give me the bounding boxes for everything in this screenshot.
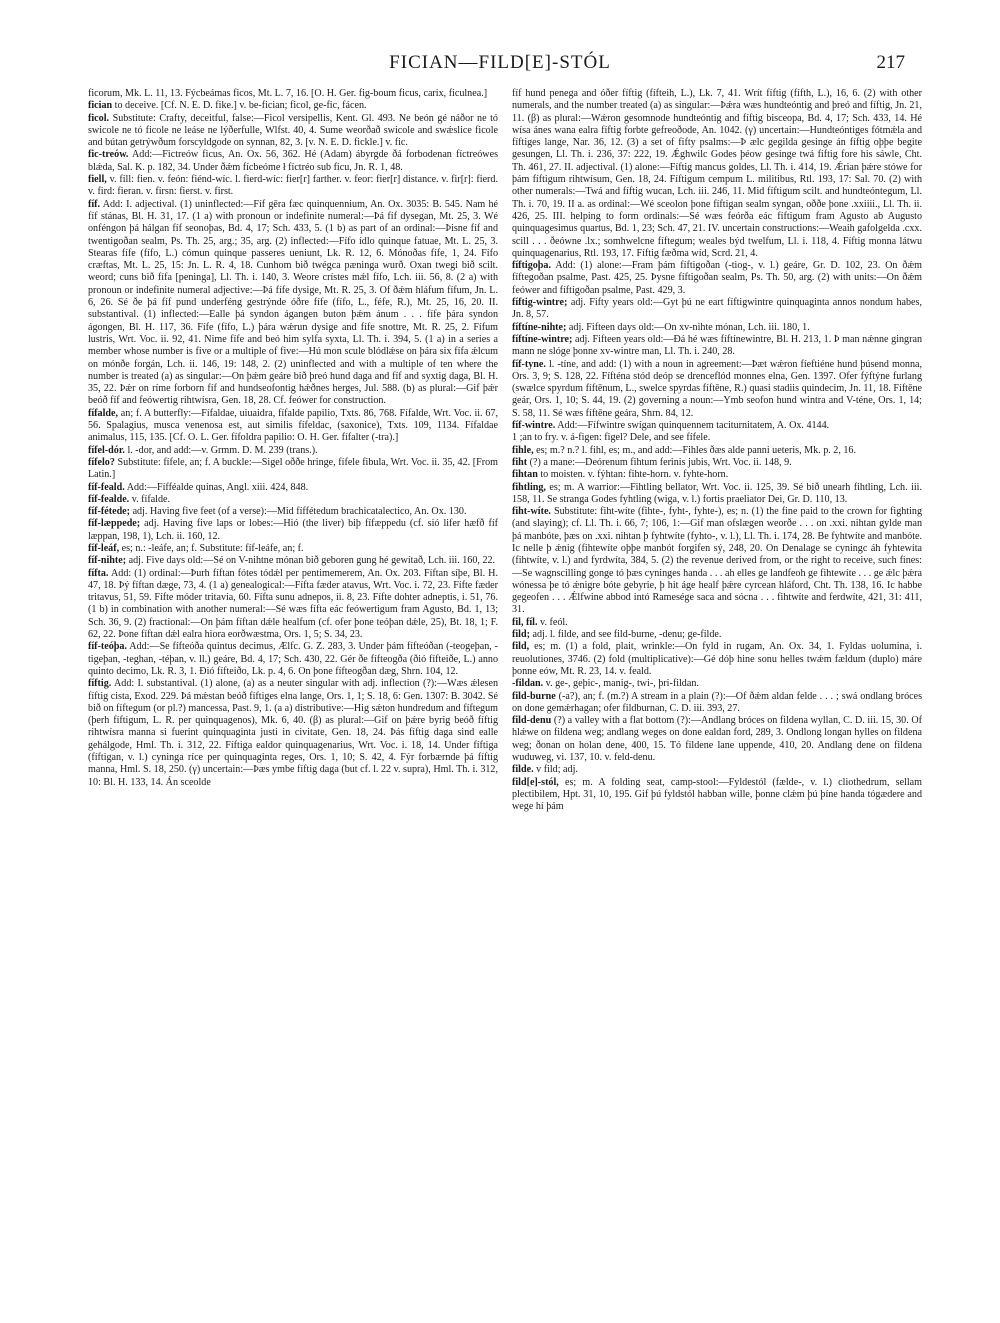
dictionary-entry	[88, 678, 498, 789]
entry-text: v. fífalde.	[131, 493, 171, 505]
entry-text: l. -tíne, and add: (1) with a noun in agreement:—Þæt wǽron fíeftiéne hund þúsend monna, Ors. 3, 9; S. 128, 22. Fífténa stód deóp se drenceflód monnes elna, Gen. 1397. Ofer fýftýne furlang (swælce spyrdum fíftēnum, L., swelce spyrdas fíftēne, R.) quasi stadiis quindecim, Jn. 11, 18. Fíftēne geár, Ors. 1, 10; S. 44, 19. (2) governing a noun:—Ymb seofon hund wintra and V-téne, Ors. 1, 14; S. 58, 11. Sé wæs fíftēne geára, Shrn. 84, 12.	[512, 358, 922, 419]
dictionary-entry	[512, 445, 922, 457]
dictionary-entry	[88, 199, 498, 408]
entry-headword: fífta.	[88, 567, 109, 579]
dictionary-entry	[88, 100, 498, 112]
entry-text: Add: I. substantival. (1) alone, (a) as a neuter singular with adj. inflection (?):—Wæs ǽlesen fíftig cista, Exod. 229. Þá mǽstan beóð fíftiges elna lange, Ors. 1, 1; S. 18, 6: Gen. 1307: B. 3042. Sé bið on fíftegum (or pl.?) mancessa, Past. 9, 1. (a a) distributive:—Hig sǽton hundredum and fíftegum (þerh fíftigum, L. R. per quinquagenos), Mk. 6, 40. (β) as plural:—Gif on þǽre byrig beóð fíftig rihtwísra manna si fuerint quinquaginta justi in civitate, Gen. 18, 24. Þás fíftig daga sind ealle gehálgode, Hml. Th. i. 312, 22. Fíftiga ealdor quinquagenarius, Wrt. Voc. i. 18, 14. Under fíftiga (fíftigan, v. l.) cyninga ríce per quinquaginta reges, Ors. 1, 10; S. 42, 4. Fýr forbærnde þá fíftig manna, Hml. S. 18, 250. (γ) uncertain:—Þæs ymbe fíftig daga (but cf. l. 22 v. supra), Hml. Th. i. 312, 10: Bl. H. 133, 14. Án sceolde	[88, 678, 498, 788]
entry-text: Add: I. adjectival. (1) uninflected:—Fíf gēra fæc quinquennium, An. Ox. 3035: B. 545. Nam hé fíf stánas, Bl. H. 31, 17. (1 a) with pronoun or indefinite numeral:—Þá fíf dysegan, Mt. 25, 3. Wé onféngon þá hálgan fíf seonoþas, Bd. 4, 17; Sch. 433, 5. (1 b) as part of an ordinal:—Þisne fíf and twentigoðan sealm, Ps. Th. 25, arg.; 35, arg. (2) inflected:—Fífo ídlo quinque fatuae, Mt. L. 25, 3. Stearas fífe (fífo, L.) cómun quinque passeres ueniunt, Lk. R. 12, 6. Mónoðas fífe, 1, 24. Fífo cræftas, Mt. L. 25, 15: Jn. L. R. 4, 18. Cunhom bið twégca pæninga wurð. Oxan twegi bið scilt. weord; cuns bið fífa [peninga], Ll. Th. i. 140, 3. Weore crístes mǽl fífo, Lch. iii. 56, 8. (2 a) with pronoun or indefinite numeral adjective:—Þá fífe dysige, Mt. R. 25, 3. Of ðǽm hláfum fífum, Jn. L. 6, 26. Sé ðe þá fíf pund underféng gestrýnde óðre fífe (fífo, L., féfe, R.), Mt. 25, 16, 20. II. substantival. (1) inflected:—Ealle þá syndon ágangen buton þǽm ánum . . . fífe þára syndon ágongen, Bl. H. 117, 36. Fífe (fífo, L.) þára wǽrun dysige and fífe snottre, Mt. R. 25, 2. Fífum lustris, Wrt. Voc. ii. 92, 41. Nime fífe and beó him sylfa syxta, Ll. Th. i. 394, 5. (1 a) in a series a member whose number is five or a multiple of five:—Hú mon scule blódlǽse on þára six fífa ǽlcum on mónðe forgán, Lch. ii. 146, 19: 148, 2. (2) uninflected and with a multiple of ten where the number is treated (a) as singular:—On þǽm geáre bið þreó hund daga and fíf and syxtig daga, Bl. H. 35, 22. Þǽr on ríme forborn fíf and hundseofontig hǽðnes herges, Jul. 588. (b) as plural:—Gif þǽr beóð fíf and feówertig rihtwísra, Gen. 18, 28. Cf. feówer for construction.	[88, 198, 498, 407]
dictionary-entry	[512, 715, 922, 764]
entry-headword: fíf-teóþa.	[88, 641, 127, 653]
entry-text: adj. Fifteen days old:—On xv-nihte mónan, Lch. iii. 180, 1.	[568, 321, 810, 333]
entry-headword: fíftíne-wintre;	[512, 333, 573, 345]
dictionary-entry	[512, 260, 922, 297]
entry-headword: fild[e]-stól,	[512, 776, 559, 788]
entry-text: v fild; adj.	[536, 764, 578, 776]
dictionary-entry	[512, 629, 922, 641]
entry-headword: fiht-wíte.	[512, 506, 551, 518]
dictionary-entry	[88, 482, 498, 494]
entry-headword: fíf-leáf,	[88, 542, 120, 554]
dictionary-entry	[512, 641, 922, 678]
dictionary-entry	[512, 334, 922, 359]
entry-headword: fíf-nihte;	[88, 555, 127, 567]
entry-headword: fiell,	[88, 174, 107, 186]
right-column	[512, 88, 922, 1298]
entry-text: Add:—Se fífteóða quintus decimus, Ælfc. G. Z. 283, 3. Under þám fífteóðan (-teogeþan, -tigeþan, -teghan, -téþan, v. ll.) geáre, Bd. 4, 17; Sch. 430, 22. Gér ðe fífteogða (ðió fífteiðe, L.) anno quinto decimo, Lk. R. 3, 1. Ðió fífteiðo, Lk. p. 4, 6. On þone fífteogðan dæg, Shrn. 104, 12.	[88, 641, 498, 677]
entry-headword: ficol.	[88, 112, 110, 124]
page-number: 217	[876, 52, 905, 73]
entry-text: l. -dor, and add:—v. Grmm. D. M. 239 (trans.).	[127, 444, 318, 456]
dictionary-entry	[88, 457, 498, 482]
entry-text: 1 ;an to fry. v. á-figen: figel? Dele, and see fífele.	[512, 432, 711, 444]
dictionary-entry	[512, 420, 922, 432]
dictionary-entry	[512, 457, 922, 469]
entry-text: ficorum, Mk. L. 11, 13. Fýcbeámas ficos, Mt. L. 7, 16. [O. H. Ger. fig-boum ficus, carix, ficulnea.]	[88, 88, 488, 99]
entry-text: adj. Five days old:—Sé on V-nihtne mónan bið geboren gung hé gewítað, Lch. iii. 160, 22.	[128, 555, 496, 567]
dictionary-entry	[88, 518, 498, 543]
entry-text: Add:—Fífféalde quinas, Angl. xiii. 424, 848.	[126, 481, 309, 493]
dictionary-entry	[88, 494, 498, 506]
entry-headword: fíf-fealde.	[88, 493, 130, 505]
entry-headword: fician	[88, 100, 113, 112]
dictionary-entry	[512, 432, 922, 444]
entry-text: to deceive. [Cf. N. E. D. fike.] v. be-fician; ficol, ge-fic, fácen.	[114, 100, 367, 112]
dictionary-entry	[512, 764, 922, 776]
dictionary-entry	[512, 322, 922, 334]
dictionary-entry	[88, 88, 498, 100]
entry-text: adj. l. filde, and see fild-burne, -denu; ge-filde.	[532, 629, 722, 641]
dictionary-entry	[512, 482, 922, 507]
dictionary-entry	[88, 506, 498, 518]
entry-text: es; m. (1) a fold, plait, wrinkle:—On fyld in rugam, An. Ox. 34, 1. Fyldas uolumina, i. reuolutiones, 3746. (2) fold (multiplicative):—Gé dóþ hine sonu helles twǽm fældum (duplo) máre þonne eów, Mt. R. 23, 14. v. feald.	[512, 641, 922, 677]
entry-text: v. fill: fien. v. feón: fiénd-wíc. l. fierd-wíc: fier[r] farther. v. feor: fier[r] distance. v. fir[r]: fierd. v. fird: fieran. v. firsn: fierst. v. first.	[88, 174, 498, 198]
entry-headword: fíftigoþa.	[512, 260, 551, 272]
entry-headword: fíf-fétede;	[88, 506, 131, 518]
dictionary-entry	[512, 506, 922, 617]
dictionary-entry	[88, 408, 498, 445]
entry-headword: fífalde,	[88, 407, 118, 419]
entry-text: Add: (1) ordinal:—Þurh fíftan fótes tódǽl per pentimemerem, An. Ox. 203. Fíftan síþe, Bl. H. 47, 18. Þý fíftan dæge, 73, 4. (1 a) genealogical:—Fífta fæder atavus, Wrt. Voc. i. 72, 23. Fífte fæder tritavus, 51, 59. Fífte móder tritavia, 60. Fífta sunu adnepos, ii. 8, 23. Fífte dohter adneptis, i. 51, 76. (1 b) in combination with another numeral:—Sé wæs fífta eác feówertigum fram Agusto, Bd. 1, 13; Sch. 36, 9. (2) fractional:—On þám fíftan dǽle healfum (cf. ofer þone teóþan dǽle, 25), Bt. 18, 1; F. 62, 22. Þone fíftan dǽl ealra hiora eorðwæstma, Ors. 1, 5; S. 34, 23.	[88, 567, 498, 641]
entry-headword: fihtling,	[512, 481, 546, 493]
running-head: FICIAN—FILD[E]-STÓL	[389, 52, 611, 73]
page-header	[0, 52, 1000, 82]
entry-text: adj. Having five laps or lobes:—Hió (the liver) biþ fífæppedu (cf. sió lifer hæfð fíf læppan, 198, 1), Lch. ii. 160, 12.	[88, 518, 498, 542]
entry-text: v. ge-, geþic-, manig-, twi-, þri-fildan.	[545, 678, 699, 690]
entry-headword: fíf-læppede;	[88, 518, 141, 530]
entry-text: (?) a mane:—Deórenum fihtum ferinis jubis, Wrt. Voc. ii. 148, 9.	[529, 456, 792, 468]
dictionary-entry	[88, 113, 498, 150]
dictionary-entry	[512, 88, 922, 260]
entry-text: (-a?), an; f. (m.?) A stream in a plain (?):—Of ðǽm aldan felde . . . ; swá ondlang bróces on done gemǽrhagan; ofer fildburnan, C. D. iii. 393, 27.	[512, 690, 922, 714]
entry-text: es; m. A warrior:—Fihtling bellator, Wrt. Voc. ii. 125, 39. Sé bið unearh fihtling, Lch. iii. 158, 11. Se stranga Godes fyhtling (wiga, v. l.) fortis praeliator Dei, Gr. D. 110, 13.	[512, 481, 922, 505]
entry-headword: fil, fíl.	[512, 616, 538, 628]
entry-headword: fic-treów.	[88, 149, 129, 161]
entry-headword: filde.	[512, 764, 534, 776]
entry-text: Add:—Fífwintre swígan quinquennem taciturnitatem, A. Ox. 4144.	[557, 420, 830, 432]
entry-text: es; n.: -leáfe, an; f. Substitute: fíf-leáfe, an; f.	[121, 542, 304, 554]
dictionary-entry	[88, 568, 498, 642]
dictionary-entry	[88, 641, 498, 678]
dictionary-entry	[512, 359, 922, 420]
entry-headword: fífelo?	[88, 456, 115, 468]
entry-text: Add:—Fictreów ficus, An. Ox. 56, 362. Hé (Adam) ábyrgde ðá forbodenan fíctreówes blǽda, Sal. K. p. 182, 34. Under ðǽm fícbeóme ł fíctréo sub ficu, Jn. R. 1, 48.	[88, 149, 498, 173]
dictionary-entry	[512, 469, 922, 481]
entry-headword: fihtan	[512, 469, 538, 481]
entry-text: to moisten. v. fýhtan: fihte-horn. v. fyhte-horn.	[540, 469, 729, 481]
entry-headword: fíf-tyne.	[512, 358, 546, 370]
entry-text: adj. Fifteen years old:—Ðá hé wæs fíftínewintre, Bl. H. 213, 1. Þ man nǽnne gingran mann ne slóge þonne xv-wintre man, Ll. Th. i. 240, 28.	[512, 333, 922, 358]
left-column	[88, 88, 498, 1298]
dictionary-entry	[512, 777, 922, 814]
entry-headword: fild-denu	[512, 715, 552, 727]
entry-text: adj. Fifty years old:—Gyt þú ne eart fíftigwintre quinquaginta annos nondum habes, Jn. 8, 57.	[512, 297, 922, 321]
entry-headword: fífel-dór.	[88, 444, 125, 456]
entry-headword: fild;	[512, 629, 530, 641]
entry-headword: fíf-feald.	[88, 481, 125, 493]
entry-headword: fíftig.	[88, 678, 112, 690]
entry-text: Substitute: fiht-wíte (fihte-, fyht-, fyhte-), es; n. (1) the fine paid to the crown for fighting (and slaying); cf. Ll. Th. i. 66, 7; 106, 1:—Gif man ofslægen weorðe . . . on .xxi. nihtan gylde man þá manbóte, þæs on .xxi. nihtan þ fyhtwíte (fyhto-, v. l.), Ll. Th. i. 174, 28. Be fyhtwíte and manbóte. Ic nelle þ ǽnig (fihtewíte oþþe manbót forgifen sý, 248, 20. On Denalage se cyningc áh fyhtewíta (fihtwíte, v. l.) and fyrdwíta, 384, 5. (2) the revenue derived from, or the right to receive, such fines:—Se wagnscilling gonge tó þæs cyninges handa . . . ah elles ge landfeoh ge fihtewíte . . . ge ǽlc þǽra wónessa þe tó ǽnigre bóte gebyrie, þ hit áge healf þǽre cyrcean hláford, Cht. Th. 138, 16. Ic habbe gegeofen . . . Ǽlfwine abbod intó Ramesége saca and sócna . . . fihtwíte and ferdwíte, 421, 31: 411, 31.	[512, 506, 922, 616]
entry-headword: -fildan.	[512, 678, 544, 690]
dictionary-entry	[88, 174, 498, 199]
entry-headword: fíf-wintre.	[512, 420, 556, 432]
entry-headword: fiht	[512, 456, 528, 468]
entry-text: Add: (1) alone:—Fram þám fíftigoðan (-tiog-, v. l.) geáre, Gr. D. 102, 23. On ðǽm fíftegoðan psalme, Past. 425, 25. Þysne fíftigoðan sealm, Ps. Th. 50, arg. (2) with units:—On ðǽm feówer and fíftigoðan psalme, Past. 429, 3.	[512, 260, 922, 296]
entry-headword: fíftig-wintre;	[512, 297, 568, 309]
entry-text: es; m. A folding seat, camp-stool:—Fyldestól (fælde-, v. l.) cliothedrum, sellam plectibilem, Hpt. 31, 10, 195. Gif þú fyldstól habban wille, þonne clǽm þú þíne handa tógædere and wege hí þám	[512, 776, 922, 813]
entry-headword: fild-burne	[512, 690, 556, 702]
dictionary-entry	[88, 543, 498, 555]
dictionary-entry	[88, 555, 498, 567]
entry-text: es; m.? n.? l. fihl, es; m., and add:—Fihles ðæs alde panni ueteris, Mk. p. 2, 16.	[536, 444, 856, 456]
entry-headword: fild,	[512, 641, 530, 653]
entry-text: v. feól.	[540, 616, 568, 628]
entry-text: (?) a valley with a flat bottom (?):—Andlang bróces on fildena wyllan, C. D. iii. 15, 30. Of hlǽwe on fildena weg; andlang weges on done ealdan ford, 289, 3. Ondlong longan hylles on fildena weg; ðonan on holan dene, 400, 15. Tó fildene lane uppende, 410, 20. Andlang dene on fildena wuduweg, vi. 137, 10. v. feld-denu.	[512, 715, 922, 764]
entry-headword: fíf.	[88, 198, 101, 210]
entry-text: an; f. A butterfly:—Fífaldae, uiuaidra, fífalde papilio, Txts. 86, 768. Fífalde, Wrt. Voc. ii. 67, 56. Spalagius, musca venenosa est, aut similis fífeldac, (saxonice), Txts. 109, 1134. Fífaldae animalus, 115, 135. [Cf. O. L. Ger. fífoldra papilio: O. H. Ger. fífalter (-tra).]	[88, 407, 498, 444]
entry-headword: fihle,	[512, 444, 534, 456]
dictionary-entry	[512, 678, 922, 690]
dictionary-entry	[88, 445, 498, 457]
entry-text: Substitute: fífele, an; f. A buckle:—Sigel oððe hringe, fífele fibula, Wrt. Voc. ii. 35, 42. [From Latin.]	[88, 456, 498, 481]
entry-text: fíf hund penega and óðer fíftig (fífteih, L.), Lk. 7, 41. Wrít fíftig (fífth, L.), 16, 6. (2) with other numerals, and the number treated (a) as singular:—Þǽra wæs hundteóntig and þreó and fíftig, Jn. 21, 11. (β) as plural:—Wǽron gesomnode hundteóntig and fíftig bisceopa, Bd. 4, 17; Sch. 433, 14. Hé wísa ánes wana ealra fíftig forbte gefreoðode, An. 1042. (γ) uncertain:—Hundteóntiges fótmǽla and fíftiges lange, Nar. 36, 12. (3) a set of fifty psalms:—Þ ælc gegilda gesinge án fíftig oþþe begite gesungen, Ll. Th. i. 236, 37: 222, 19. Ǽghwilc Godes þéow gesinge twá fíftig fore his sáwle, Cht. Th. 461, 27. II. adjectival. (1) alone:—Fíftig mancus goldes, Ll. Th. i. 414, 19. Ǽrian þǽre stówe for þám fíftigum rihtwísum, Gen. 18, 24. Fíftigum cempum L. militibus, Rtl. 193, 17: Sal. 70. (2) with other numerals:—Twá and fíftig wucan, Lch. iii. 246, 11. Mid fíftigum scilt. and hundteóntegum, Ll. Th. i. 70, 19. II a. as ordinal:—Wé sceolon þone fíftigan sealm syngan, oððe þone .xxiiii., Ll. Th. ii. 426, 25. III. helping to form ordinals:—Sé wæs feórða eác fíftigum fram Agusto ab Augusto quinquagesimus quartus, Bd. 1, 23; Sch. 47, 21. IV. uncertain constructions:—Weaih gafolgelda .cxx. scill . . . ðeówne .lx.; somhwelcne fíftegum; weales býd twelfum, Ll. i. 118, 4. Fíftig monna látwu quinquagenarius, Rtl. 193, 17. Fíftig fæðma wíd, Scrd. 21, 4.	[512, 88, 922, 259]
dictionary-entry	[88, 149, 498, 174]
entry-text: Substitute: Crafty, deceitful, false:—Ficol versipellis, Kent. Gl. 493. Ne beón gé náðor ne tó swicole ne tó ficole ne leáse ne lýðerfulle, Wlfst. 40, 4. Sume weorðað swicole and swǽslice ficole and bútan getrýwðum forscyldgode on synnan, 82, 3. [v. N. E. D. fickle.] v. fic.	[88, 112, 498, 149]
dictionary-entry	[512, 691, 922, 716]
entry-text: adj. Having five feet (of a verse):—Mid fíffétedum brachicatalectico, An. Ox. 130.	[132, 506, 467, 518]
dictionary-entry	[512, 297, 922, 322]
entry-headword: fíftíne-nihte;	[512, 321, 567, 333]
dictionary-entry	[512, 617, 922, 629]
